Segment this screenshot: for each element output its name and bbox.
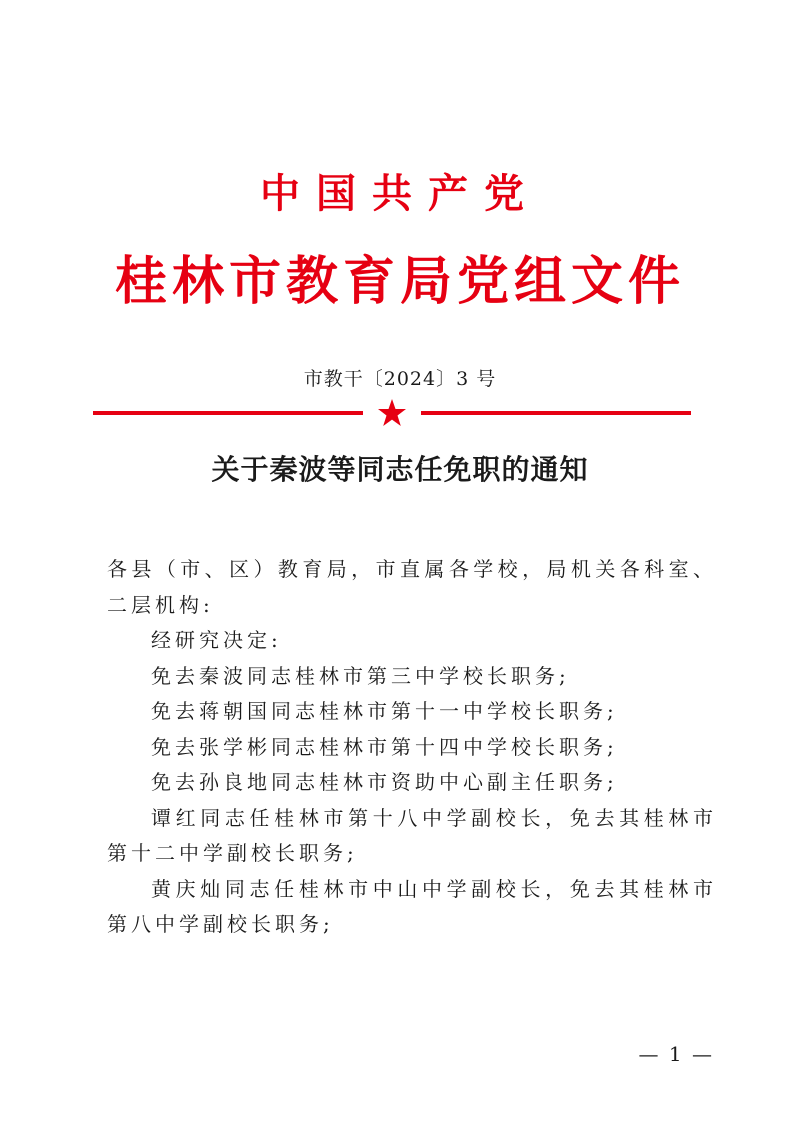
body-paragraph: 免去秦波同志桂林市第三中学校长职务; [151,663,570,688]
star-icon [377,398,407,428]
body-paragraph: 经研究决定: [151,628,282,652]
body-paragraph: 谭红同志任桂林市第十八中学副校长，免去其桂林市第十二中学副校长职务; [107,805,717,865]
red-separator [93,398,691,428]
issuing-party-line: 中国共产党 [260,171,540,217]
document-number: 市教干〔2024〕3 号 [303,368,497,390]
body-paragraph: 免去孙良地同志桂林市资助中心副主任职务; [151,770,618,794]
body-paragraph: 免去张学彬同志桂林市第十四中学校长职务; [151,734,618,759]
separator-rule-left [93,411,363,415]
salutation: 各县（市、区）教育局，市直属各学校，局机关各科室、二层机构: [107,557,717,617]
page-number: — 1 — [638,1042,714,1066]
notice-body [107,552,717,943]
body-paragraph: 免去蒋朝国同志桂林市第十一中学校长职务; [151,699,618,723]
issuing-authority-title: 桂林市教育局党组文件 [114,252,685,312]
notice-title: 关于秦波等同志任免职的通知 [211,453,589,486]
body-paragraph: 黄庆灿同志任桂林市中山中学副校长，免去其桂林市第八中学副校长职务; [107,876,717,936]
separator-rule-right [421,411,691,415]
